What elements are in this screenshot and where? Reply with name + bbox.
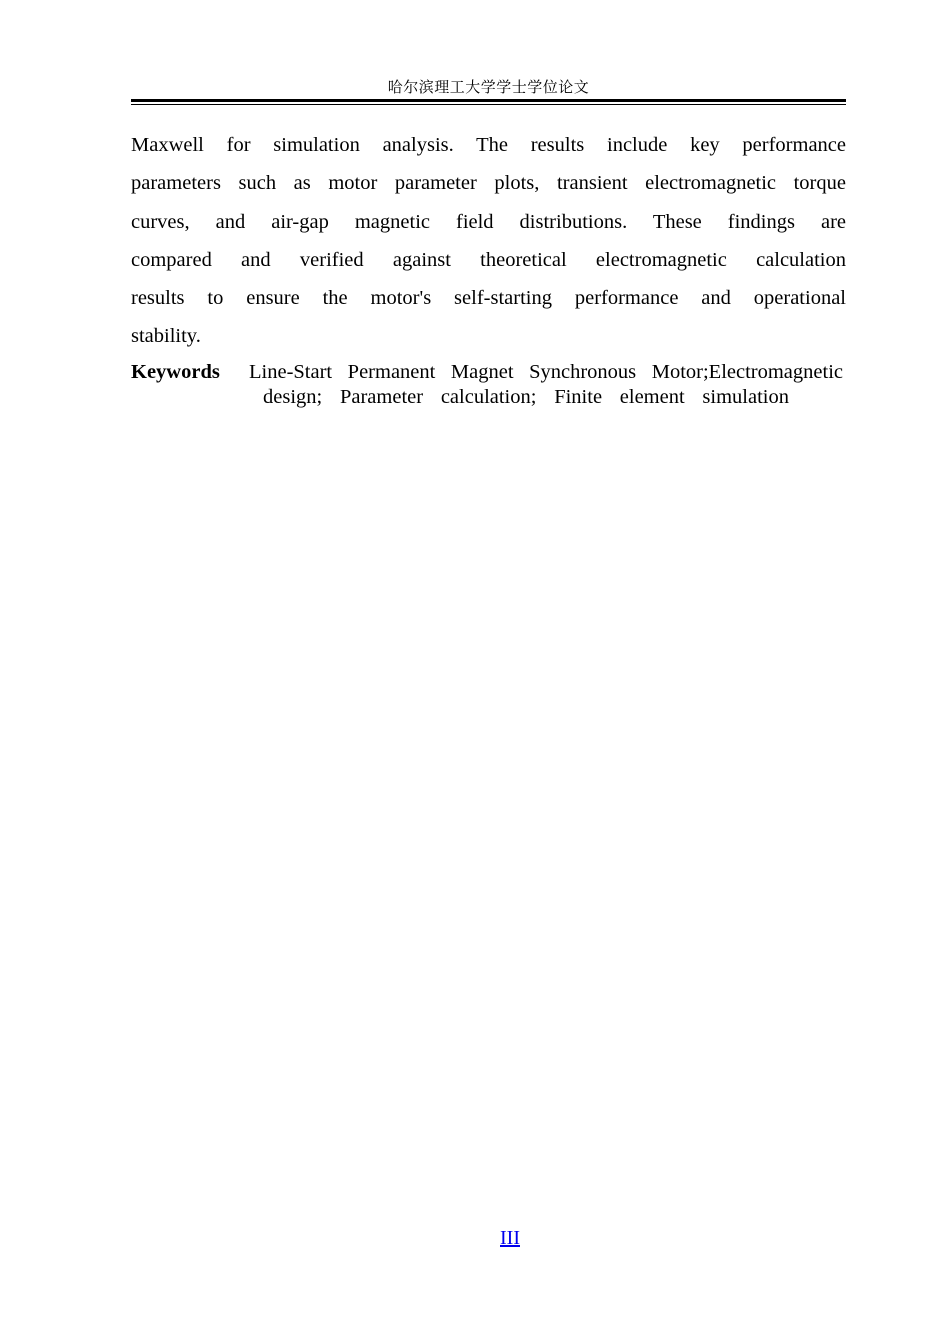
header-rule-thick [131,99,846,102]
running-header: 哈尔滨理工大学学士学位论文 [387,80,590,96]
keywords-line: Line-Start Permanent Magnet Synchronous Motor;Electromagnetic [249,361,843,383]
abstract-paragraph [131,126,846,356]
abstract-line: curves, and air-gap magnetic field distributions. These findings are [131,210,846,233]
abstract-line: results to ensure the motor's self-starting performance and operational [131,287,846,310]
abstract-line: parameters such as motor parameter plots, transient electromagnetic torque [131,172,846,195]
abstract-line: stability. [131,325,201,348]
abstract-line: Maxwell for simulation analysis. The results include key performance [131,134,846,156]
page-number-link[interactable]: III [500,1227,520,1249]
abstract-line: compared and verified against theoretical electromagnetic calculation [131,248,846,271]
header-rule-thin [131,104,846,105]
keywords-line: design; Parameter calculation; Finite element simulation [263,386,789,408]
keywords-label: Keywords [131,361,220,383]
